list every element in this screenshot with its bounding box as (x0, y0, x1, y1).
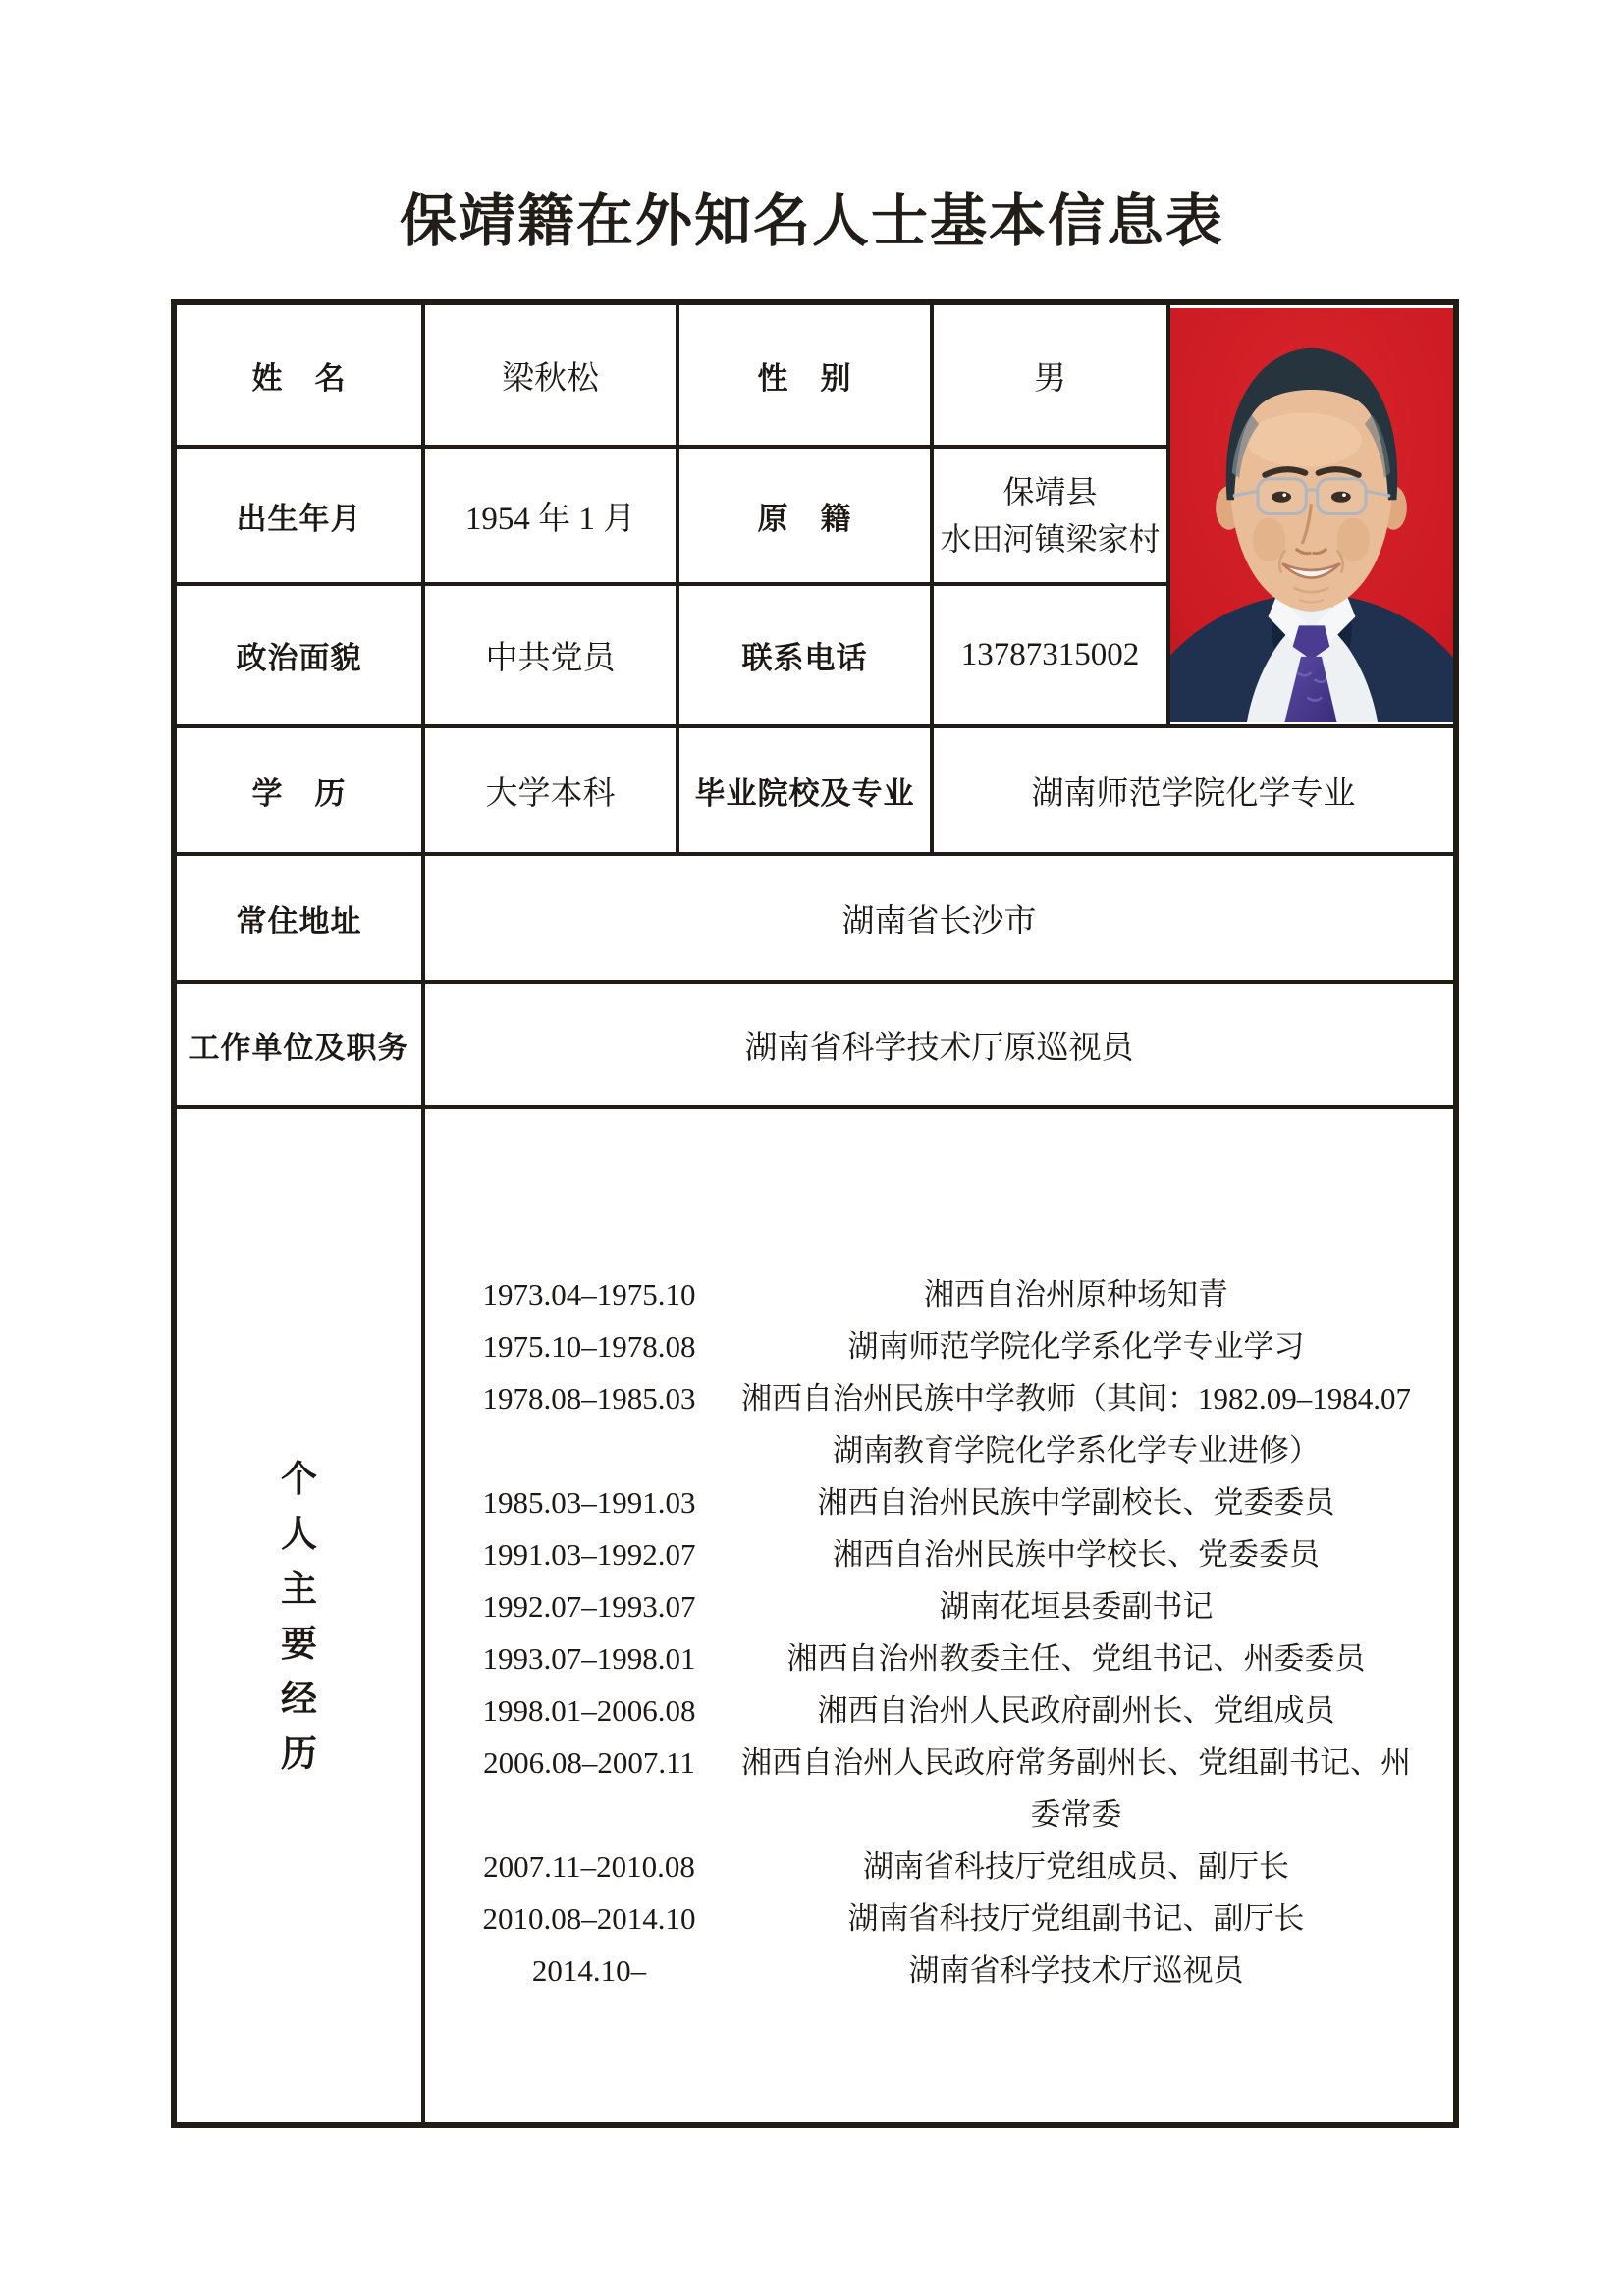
portrait-photo (1170, 308, 1453, 722)
education-value: 大学本科 (423, 726, 677, 854)
political-label: 政治面貌 (174, 584, 423, 726)
experience-period: 1993.07–1998.01 (482, 1641, 696, 1676)
gender-label: 性 别 (677, 302, 932, 447)
experience-description: 湘西自治州教委主任、党组书记、州委委员 (786, 1641, 1366, 1676)
name-value: 梁秋松 (423, 302, 677, 447)
experience-period: 1991.03–1992.07 (482, 1537, 696, 1572)
experience-entry (450, 1320, 1424, 1372)
experience-label (174, 1107, 423, 2125)
experience-description: 湘西自治州民族中学副校长、党委委员 (817, 1485, 1335, 1520)
political-value: 中共党员 (423, 584, 677, 726)
education-label: 学 历 (174, 726, 423, 854)
experience-period: 1985.03–1991.03 (482, 1485, 696, 1520)
experience-period: 1978.08–1985.03 (482, 1381, 696, 1415)
table-row (174, 302, 1456, 447)
experience-entry (450, 1893, 1424, 1945)
experience-period: 2007.11–2010.08 (483, 1849, 695, 1884)
portrait-photo-cell (1168, 302, 1456, 726)
experience-description: 湖南省科技厅党组成员、副厅长 (863, 1849, 1289, 1884)
experience-description: 湖南省科学技术厅巡视员 (908, 1953, 1244, 1988)
experience-period: 1973.04–1975.10 (482, 1277, 696, 1311)
experience-description: 湖南师范学院化学系化学专业学习 (847, 1329, 1305, 1363)
name-label: 姓 名 (174, 302, 423, 447)
experience-entry (450, 1528, 1424, 1580)
experience-label-char: 主 (281, 1568, 317, 1609)
phone-value: 13787315002 (932, 584, 1168, 726)
birth-value: 1954 年 1 月 (423, 447, 677, 584)
origin-value (932, 447, 1168, 584)
experience-entry (450, 1580, 1424, 1632)
table-row (174, 1107, 1456, 2125)
experience-label-char: 经 (281, 1678, 317, 1719)
experience-entry (450, 1684, 1424, 1736)
experience-entry (450, 1268, 1424, 1320)
experience-period: 1975.10–1978.08 (482, 1329, 696, 1363)
gender-value: 男 (932, 302, 1168, 447)
experience-description: 湘西自治州人民政府副州长、党组成员 (817, 1693, 1335, 1728)
experience-label-char: 个 (281, 1458, 317, 1499)
origin-value-line1: 保靖县 (1002, 474, 1098, 509)
work-value: 湖南省科学技术厅原巡视员 (423, 982, 1456, 1107)
school-label: 毕业院校及专业 (677, 726, 932, 854)
experience-period: 2014.10– (531, 1953, 647, 1988)
experience-description: 湘西自治州民族中学教师（其间：1982.09–1984.07 湖南教育学院化学系化学专业进修） (741, 1381, 1411, 1468)
experience-description: 湖南省科技厅党组副书记、副厅长 (847, 1901, 1305, 1936)
experience-description: 湘西自治州民族中学校长、党委委员 (833, 1537, 1320, 1572)
work-label: 工作单位及职务 (174, 982, 423, 1107)
table-row (174, 854, 1456, 982)
address-label: 常住地址 (174, 854, 423, 982)
page-title: 保靖籍在外知名人士基本信息表 (399, 189, 1224, 253)
experience-label-char: 人 (281, 1513, 317, 1554)
address-value: 湖南省长沙市 (423, 854, 1456, 982)
info-table (171, 299, 1459, 2128)
experience-entry (450, 1736, 1424, 1841)
experience-description: 湘西自治州原种场知青 (924, 1277, 1228, 1311)
birth-label: 出生年月 (174, 447, 423, 584)
experience-period: 1998.01–2006.08 (482, 1693, 696, 1728)
experience-description: 湖南花垣县委副书记 (939, 1589, 1214, 1624)
experience-entry (450, 1476, 1424, 1528)
experience-entry (450, 1945, 1424, 1997)
experience-entry (450, 1841, 1424, 1893)
experience-label-char: 历 (281, 1733, 317, 1774)
experience-entry (450, 1632, 1424, 1684)
experience-entry (450, 1372, 1424, 1476)
experience-content (423, 1107, 1456, 2125)
experience-label-char: 要 (281, 1623, 317, 1664)
table-row (174, 982, 1456, 1107)
origin-label: 原 籍 (677, 447, 932, 584)
experience-description: 湘西自治州人民政府常务副州长、党组副书记、州委常委 (741, 1745, 1411, 1832)
experience-period: 2006.08–2007.11 (483, 1745, 695, 1780)
school-value: 湖南师范学院化学专业 (932, 726, 1456, 854)
experience-period: 2010.08–2014.10 (482, 1901, 696, 1936)
table-row (174, 726, 1456, 854)
phone-label: 联系电话 (677, 584, 932, 726)
experience-period: 1992.07–1993.07 (482, 1589, 696, 1624)
origin-value-line2: 水田河镇梁家村 (940, 521, 1161, 557)
